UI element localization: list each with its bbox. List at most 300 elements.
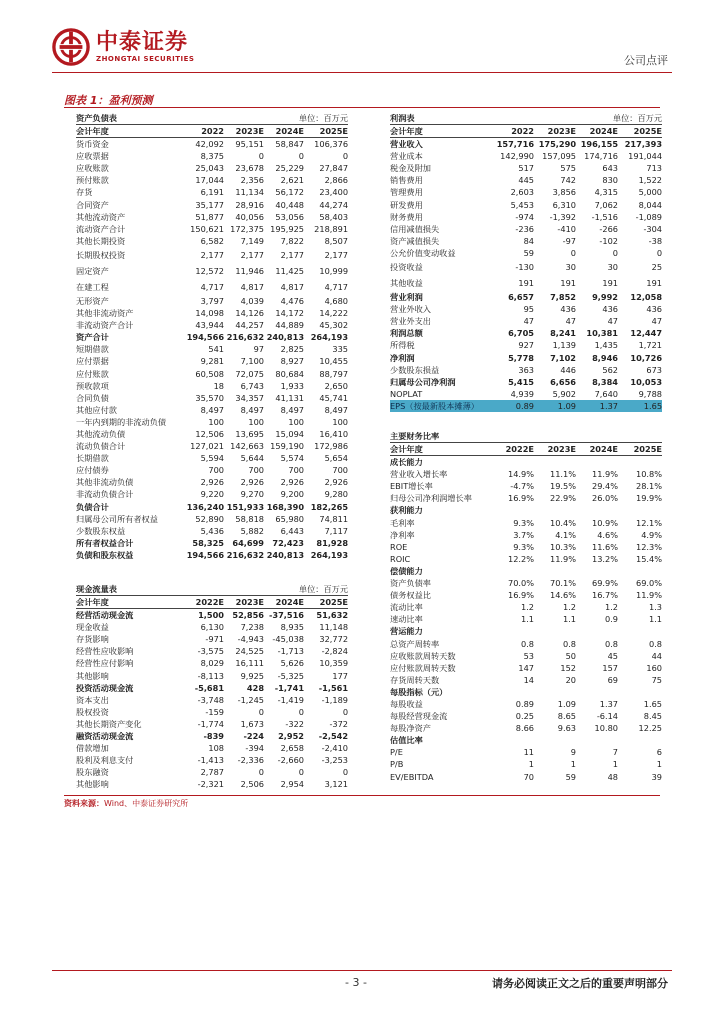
cell-value: 191 xyxy=(560,277,577,288)
cell-value: 42,092 xyxy=(195,139,225,150)
table-title: 资产负债表 xyxy=(76,113,117,123)
table-row xyxy=(76,150,348,162)
cell-value: 8,241 xyxy=(550,328,577,339)
cell-value: 16,410 xyxy=(319,428,349,439)
cell-value: 11,425 xyxy=(275,265,305,276)
cell-value xyxy=(576,734,618,746)
cell-value: 14,222 xyxy=(319,308,349,319)
table-row xyxy=(76,211,348,223)
table-row xyxy=(76,380,348,392)
table-row xyxy=(390,674,662,686)
cell-value: 48 xyxy=(607,771,618,782)
row-label: 借款增加 xyxy=(76,743,109,754)
cell-value xyxy=(534,504,576,516)
cell-value: 84 xyxy=(523,235,535,246)
cell-value: 47 xyxy=(565,316,577,327)
table-unit: 单位：百万元 xyxy=(298,113,349,123)
cell-value: 19.9% xyxy=(635,493,662,504)
footer-disclaimer: 请务必阅读正文之后的重要声明部分 xyxy=(492,977,668,990)
cell-value: 191 xyxy=(602,277,619,288)
cell-value: 9,270 xyxy=(240,489,265,500)
cell-value: 6,656 xyxy=(550,376,577,387)
cell-value: 0 xyxy=(342,706,349,717)
cell-value: 69.9% xyxy=(591,578,618,589)
cell-value xyxy=(490,504,534,516)
brand-name-cn: 中泰证券 xyxy=(96,29,189,55)
cell-value: -372 xyxy=(329,718,349,729)
cell-value: 264,193 xyxy=(310,332,349,343)
table-row xyxy=(390,662,662,674)
cell-value: 9.3% xyxy=(513,541,534,552)
cell-value: 2,926 xyxy=(240,477,265,488)
cell-value: 11 xyxy=(523,747,534,758)
cell-value: 8,497 xyxy=(324,404,349,415)
cell-value: -102 xyxy=(599,235,619,246)
table-row xyxy=(76,319,348,331)
cell-value: -5,325 xyxy=(277,670,305,681)
row-label: 负债合计 xyxy=(76,501,109,512)
cell-value: -2,824 xyxy=(321,646,349,657)
cell-value: 5,453 xyxy=(510,199,535,210)
cell-value: 2,506 xyxy=(240,779,265,790)
cell-value: 47 xyxy=(523,316,535,327)
cell-value: 60,508 xyxy=(195,368,225,379)
row-label: 应付票据 xyxy=(76,356,109,367)
cell-value: 72,423 xyxy=(272,537,305,548)
cell-value: 191,044 xyxy=(628,151,663,162)
cell-value: 1.37 xyxy=(576,400,618,412)
cell-value: 700 xyxy=(248,465,265,476)
cell-value: -322 xyxy=(285,718,305,729)
row-label: 获利能力 xyxy=(390,505,423,516)
row-label: 营业利润 xyxy=(390,292,423,303)
cell-value: 51,877 xyxy=(195,211,225,222)
cell-value: 69 xyxy=(607,674,618,685)
cell-value: 10,455 xyxy=(319,356,349,367)
row-label: 少数股东权益 xyxy=(76,525,126,536)
row-label: EV/EBITDA xyxy=(390,771,434,782)
cell-value: 742 xyxy=(560,175,577,186)
cashflow-table xyxy=(76,583,348,791)
cell-value: 8,935 xyxy=(280,622,305,633)
cell-value: 175,290 xyxy=(538,139,577,150)
cell-value: 4,315 xyxy=(594,187,619,198)
table-row xyxy=(390,388,662,400)
row-label: EPS（按最新股本摊薄） xyxy=(390,400,490,412)
cell-value: 1.1 xyxy=(648,614,662,625)
cell-value: 541 xyxy=(208,344,225,355)
cell-value: 44,274 xyxy=(319,199,349,210)
cell-value: 9,220 xyxy=(200,489,225,500)
cell-value: 3,797 xyxy=(200,295,225,306)
row-label: 合同负债 xyxy=(76,392,109,403)
cell-value: 20 xyxy=(565,674,576,685)
table-row xyxy=(76,766,348,778)
table-row xyxy=(390,553,662,565)
row-label: 合同资产 xyxy=(76,199,109,210)
cell-value: -974 xyxy=(515,211,535,222)
cell-value: 240,813 xyxy=(266,549,305,560)
cell-value: 335 xyxy=(332,344,349,355)
cell-value: 1.65 xyxy=(643,698,662,709)
cell-value: 64,699 xyxy=(232,537,265,548)
column-header-year: 2025E xyxy=(304,125,348,138)
row-label: 短期借款 xyxy=(76,344,109,355)
row-label: 预付账款 xyxy=(76,175,109,186)
cell-value: -3,253 xyxy=(321,755,349,766)
table-row xyxy=(76,263,348,279)
table-title-row xyxy=(390,430,662,443)
table-title-row xyxy=(390,112,662,125)
cell-value: 10.8% xyxy=(635,469,662,480)
cell-value: 6,310 xyxy=(552,199,577,210)
cell-value: 1.65 xyxy=(618,400,662,412)
table-row xyxy=(390,162,662,174)
cell-value: 8,507 xyxy=(324,235,349,246)
row-label: 预收款项 xyxy=(76,380,109,391)
table-row xyxy=(390,186,662,198)
cell-value: 1,721 xyxy=(638,340,663,351)
cell-value: 15,094 xyxy=(275,428,305,439)
table-title: 主要财务比率 xyxy=(390,431,440,441)
cell-value: 446 xyxy=(560,364,577,375)
cell-value xyxy=(576,504,618,516)
table-row xyxy=(76,657,348,669)
cell-value: 1.2 xyxy=(604,602,618,613)
cell-value: 1,522 xyxy=(638,175,663,186)
cell-value: 30 xyxy=(607,261,619,272)
table-row xyxy=(76,440,348,452)
column-header-label: 会计年度 xyxy=(76,596,182,609)
row-label: 其他影响 xyxy=(76,779,109,790)
row-label: 营业外收入 xyxy=(390,304,431,315)
row-label: 存货 xyxy=(76,187,93,198)
cell-value: 142,990 xyxy=(500,151,535,162)
cell-value: -37,516 xyxy=(269,610,305,621)
cell-value: 4,817 xyxy=(240,281,265,292)
cell-value xyxy=(490,625,534,637)
cell-value: -8,113 xyxy=(197,670,225,681)
cell-value: -3,575 xyxy=(197,646,225,657)
row-label: 税金及附加 xyxy=(390,163,431,174)
table-row xyxy=(390,529,662,541)
cell-value: 5,778 xyxy=(508,352,535,363)
cell-value: -1,392 xyxy=(549,211,577,222)
row-label: 应收票据 xyxy=(76,151,109,162)
cell-value: 3,121 xyxy=(324,779,349,790)
cell-value xyxy=(534,686,576,698)
cell-value: 1,673 xyxy=(240,718,265,729)
cell-value: 44 xyxy=(651,650,662,661)
cell-value: -2,321 xyxy=(197,779,225,790)
cell-value: -839 xyxy=(203,731,225,742)
row-label: 经营性应付影响 xyxy=(76,658,134,669)
cell-value: 12.25 xyxy=(638,723,662,734)
cell-value: 0 xyxy=(258,767,265,778)
cell-value: 0 xyxy=(342,767,349,778)
cell-value: 172,986 xyxy=(314,441,349,452)
cell-value: 1,933 xyxy=(280,380,305,391)
row-label: 在建工程 xyxy=(76,281,109,292)
cell-value: 9.63 xyxy=(557,723,576,734)
cell-value: 58,818 xyxy=(235,513,265,524)
cell-value: -1,245 xyxy=(237,694,265,705)
cell-value: -38 xyxy=(648,235,663,246)
table-row xyxy=(76,682,348,694)
table-row xyxy=(390,565,662,577)
cell-value: 2,650 xyxy=(324,380,349,391)
cell-value: 26.0% xyxy=(591,493,618,504)
cell-value: 8,044 xyxy=(638,199,663,210)
row-label: EBIT增长率 xyxy=(390,481,433,492)
cell-value: -1,774 xyxy=(197,718,225,729)
cell-value xyxy=(534,456,576,469)
cell-value: -1,413 xyxy=(197,755,225,766)
cell-value: 15.4% xyxy=(635,553,662,564)
cell-value: 147 xyxy=(518,662,534,673)
table-row xyxy=(390,376,662,388)
cell-value: 4.1% xyxy=(555,529,576,540)
cell-value: 0 xyxy=(298,706,305,717)
table-title: 现金流量表 xyxy=(76,584,117,594)
cell-value xyxy=(534,565,576,577)
table-row xyxy=(390,758,662,770)
cell-value: 4.6% xyxy=(597,529,618,540)
cell-value: 240,813 xyxy=(266,332,305,343)
cell-value: -1,419 xyxy=(277,694,305,705)
cell-value: 28.1% xyxy=(635,481,662,492)
table-row xyxy=(76,223,348,235)
cell-value: 4.9% xyxy=(641,529,662,540)
cell-value: 1 xyxy=(528,759,534,770)
cell-value: 13,695 xyxy=(235,428,265,439)
cell-value: 8,384 xyxy=(592,376,619,387)
row-label: 公允价值变动收益 xyxy=(390,247,456,258)
cell-value: 100 xyxy=(332,416,349,427)
cell-value: 4,476 xyxy=(280,295,305,306)
cell-value: 35,570 xyxy=(195,392,225,403)
cell-value: 9,200 xyxy=(280,489,305,500)
income-statement-table xyxy=(390,112,662,412)
table-row xyxy=(390,364,662,376)
row-label: 应收账款 xyxy=(76,163,109,174)
cell-value: -304 xyxy=(643,223,663,234)
cell-value: 2,177 xyxy=(240,249,265,260)
row-label: 股东融资 xyxy=(76,767,109,778)
cell-value: 150,621 xyxy=(190,223,225,234)
cell-value: -3,748 xyxy=(197,694,225,705)
figure-bottom-divider xyxy=(64,795,660,796)
cell-value: 673 xyxy=(646,364,663,375)
cell-value: 1.09 xyxy=(557,698,576,709)
cell-value: 10,381 xyxy=(586,328,619,339)
cell-value: 6,705 xyxy=(508,328,535,339)
figure-title: 图表 1：盈利预测 xyxy=(64,94,153,107)
cell-value: 7,100 xyxy=(240,356,265,367)
cell-value: -1,189 xyxy=(321,694,349,705)
cell-value: 6,443 xyxy=(280,525,305,536)
table-row xyxy=(76,621,348,633)
cell-value: 5,415 xyxy=(508,376,535,387)
row-label: 营业外支出 xyxy=(390,316,431,327)
row-label: 应付账款 xyxy=(76,368,109,379)
column-header-year: 2024E xyxy=(576,443,618,456)
table-unit: 单位：百万元 xyxy=(298,584,349,594)
table-row xyxy=(390,625,662,637)
table-row xyxy=(390,174,662,186)
cell-value: 713 xyxy=(646,163,663,174)
table-row xyxy=(390,480,662,492)
cell-value: 70.0% xyxy=(507,578,534,589)
row-label: 其他收益 xyxy=(390,277,423,288)
table-row xyxy=(390,722,662,734)
cell-value xyxy=(490,456,534,469)
cell-value: 4,717 xyxy=(200,281,225,292)
cell-value: 0 xyxy=(342,151,349,162)
cell-value: 5,594 xyxy=(200,453,225,464)
cell-value: -2,336 xyxy=(237,755,265,766)
cell-value: 8.45 xyxy=(643,711,662,722)
table-row xyxy=(390,589,662,601)
cell-value: 2,658 xyxy=(280,743,305,754)
cell-value: 4,817 xyxy=(280,281,305,292)
row-label: 其他应付款 xyxy=(76,404,117,415)
cell-value: 195,925 xyxy=(270,223,305,234)
table-row xyxy=(76,464,348,476)
cell-value: 927 xyxy=(518,340,535,351)
cell-value: 0.8 xyxy=(604,638,618,649)
cell-value: 11.6% xyxy=(591,541,618,552)
cell-value: 12.1% xyxy=(635,517,662,528)
table-row xyxy=(76,537,348,549)
table-header-row xyxy=(76,596,348,609)
cell-value: 10,359 xyxy=(319,658,349,669)
cell-value: 10.3% xyxy=(549,541,576,552)
cell-value: 1.2 xyxy=(520,602,534,613)
header-divider xyxy=(52,72,672,73)
cell-value: 517 xyxy=(518,163,535,174)
cell-value: 217,393 xyxy=(624,139,663,150)
cell-value: 191 xyxy=(518,277,535,288)
cell-value: 700 xyxy=(288,465,305,476)
cell-value: -266 xyxy=(599,223,619,234)
cell-value: 5,626 xyxy=(280,658,305,669)
cell-value: 8,029 xyxy=(200,658,225,669)
cell-value: 4,939 xyxy=(510,388,535,399)
table-row xyxy=(390,541,662,553)
cell-value: -5,681 xyxy=(194,682,225,693)
cell-value: 216,632 xyxy=(226,549,265,560)
cell-value: 1,435 xyxy=(594,340,619,351)
column-header-year: 2022 xyxy=(182,125,224,138)
cell-value: -224 xyxy=(243,731,265,742)
row-label: 资本支出 xyxy=(76,694,109,705)
cell-value xyxy=(618,734,662,746)
table-row xyxy=(76,235,348,247)
table-row xyxy=(390,199,662,211)
table-row xyxy=(390,577,662,589)
cell-value: -2,542 xyxy=(318,731,349,742)
row-label: 经营活动现金流 xyxy=(76,610,134,621)
cell-value: 2,926 xyxy=(200,477,225,488)
cell-value: 4,717 xyxy=(324,281,349,292)
row-label: 其他影响 xyxy=(76,670,109,681)
cell-value: 10.80 xyxy=(594,723,618,734)
table-row xyxy=(76,754,348,766)
row-label: 应付债券 xyxy=(76,465,109,476)
cell-value: 5,902 xyxy=(552,388,577,399)
balance-sheet-table xyxy=(76,112,348,561)
cell-value: 0.8 xyxy=(520,638,534,649)
row-label: 营业收入增长率 xyxy=(390,469,448,480)
cell-value: 18 xyxy=(213,380,225,391)
table-header-row xyxy=(390,125,662,138)
column-header-year: 2024E xyxy=(264,125,304,138)
cell-value: -394 xyxy=(245,743,265,754)
brand-logo xyxy=(52,28,194,66)
table-row xyxy=(390,686,662,698)
cell-value: -4,943 xyxy=(237,634,265,645)
cell-value: 11.9% xyxy=(549,553,576,564)
row-label: 其他非流动负债 xyxy=(76,477,134,488)
cell-value xyxy=(618,625,662,637)
cell-value: 7,640 xyxy=(594,388,619,399)
cell-value: 0.8 xyxy=(648,638,662,649)
cell-value: 16.7% xyxy=(591,590,618,601)
row-label: 归属母公司净利润 xyxy=(390,376,456,387)
cell-value: 174,716 xyxy=(584,151,619,162)
table-row xyxy=(76,488,348,500)
cell-value: 157 xyxy=(602,662,618,673)
table-row xyxy=(390,650,662,662)
cell-value: 8,497 xyxy=(280,404,305,415)
cell-value: 47 xyxy=(651,316,663,327)
cell-value: 34,357 xyxy=(235,392,265,403)
row-label: 其他非流动资产 xyxy=(76,308,134,319)
cell-value: 53 xyxy=(523,650,534,661)
cell-value: 218,891 xyxy=(314,223,349,234)
cell-value: 159,190 xyxy=(270,441,305,452)
table-row xyxy=(76,416,348,428)
row-label: 营运能力 xyxy=(390,626,423,637)
cell-value: 11.9% xyxy=(635,590,662,601)
cell-value: 9,280 xyxy=(324,489,349,500)
cell-value: 11,946 xyxy=(235,265,265,276)
row-label: 一年内到期的非流动负债 xyxy=(76,416,167,427)
cell-value: 9,925 xyxy=(240,670,265,681)
cell-value: 8,497 xyxy=(240,404,265,415)
cell-value: 32,772 xyxy=(319,634,349,645)
cell-value: 2,356 xyxy=(240,175,265,186)
cell-value: 6,582 xyxy=(200,235,225,246)
cell-value: 264,193 xyxy=(310,549,349,560)
cell-value: 160 xyxy=(646,662,662,673)
row-label: 债务权益比 xyxy=(390,590,431,601)
cell-value: 28,916 xyxy=(235,199,265,210)
table-row xyxy=(390,517,662,529)
cell-value: 127,021 xyxy=(190,441,225,452)
cell-value: 1 xyxy=(656,759,662,770)
cell-value: 700 xyxy=(332,465,349,476)
cell-value: 47 xyxy=(607,316,619,327)
row-label: 货币资金 xyxy=(76,139,109,150)
table-row xyxy=(390,223,662,235)
row-label: 负债和股东权益 xyxy=(76,549,134,560)
table-row xyxy=(390,138,662,151)
table-row xyxy=(390,613,662,625)
table-row xyxy=(390,247,662,259)
cell-value xyxy=(490,734,534,746)
